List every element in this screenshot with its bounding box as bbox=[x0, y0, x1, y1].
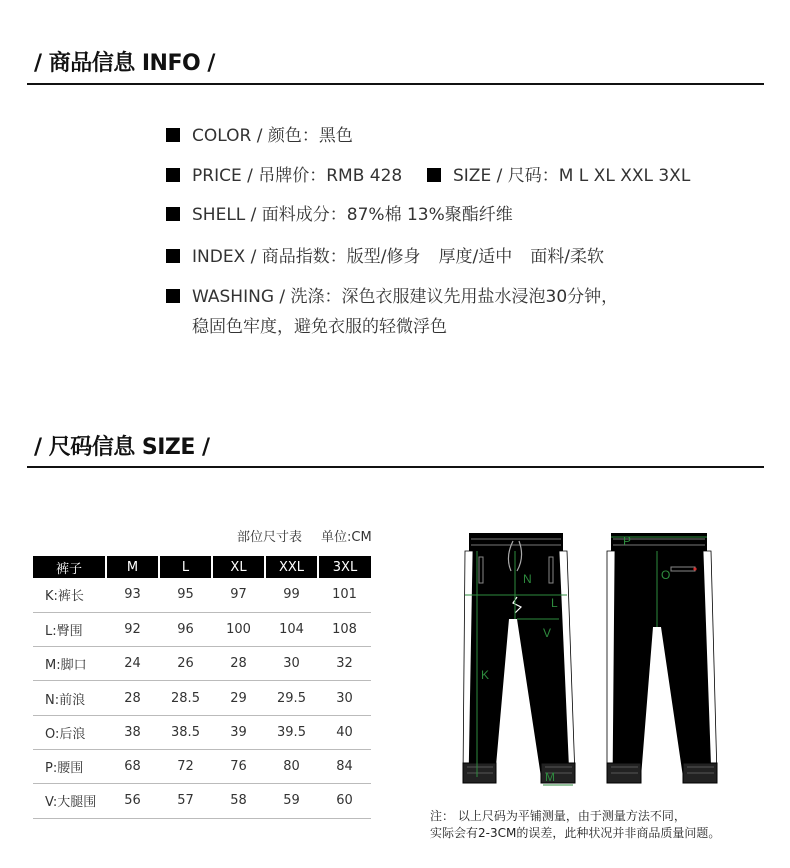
front-pants-illustration bbox=[463, 533, 575, 783]
table-cell: 97 bbox=[212, 578, 265, 612]
header-cell: XXL bbox=[265, 556, 318, 578]
row-label: L:臀围 bbox=[33, 612, 106, 646]
table-cell: 84 bbox=[318, 749, 371, 783]
info-row-color bbox=[166, 126, 353, 146]
square-bullet-icon bbox=[166, 249, 180, 263]
index-label: INDEX / 商品指数： bbox=[192, 247, 347, 267]
table-cell: 30 bbox=[265, 647, 318, 681]
marker-p: P bbox=[623, 534, 632, 548]
washing-text-line1: WASHING / 洗涤：深色衣服建议先用盐水浸泡30分钟， bbox=[192, 287, 619, 307]
info-section-title: / 商品信息 INFO / bbox=[34, 51, 215, 76]
table-cell: 108 bbox=[318, 612, 371, 646]
table-cell: 104 bbox=[265, 612, 318, 646]
price-text: PRICE / 吊牌价：RMB 428 bbox=[192, 166, 403, 186]
table-row bbox=[33, 578, 371, 612]
table-cell: 96 bbox=[159, 612, 212, 646]
header-cell: 裤子 bbox=[33, 556, 106, 578]
table-unit: 单位:CM bbox=[321, 530, 372, 545]
table-cell: 32 bbox=[318, 647, 371, 681]
row-label: O:后浪 bbox=[33, 715, 106, 749]
info-row-price bbox=[166, 166, 402, 186]
table-cell: 100 bbox=[212, 612, 265, 646]
index-fabric: 面料/柔软 bbox=[530, 247, 604, 267]
table-cell: 93 bbox=[106, 578, 159, 612]
table-cell: 76 bbox=[212, 749, 265, 783]
table-row bbox=[33, 681, 371, 715]
table-cell: 28.5 bbox=[159, 681, 212, 715]
table-cell: 39 bbox=[212, 715, 265, 749]
square-bullet-icon bbox=[166, 207, 180, 221]
table-cell: 40 bbox=[318, 715, 371, 749]
table-cell: 99 bbox=[265, 578, 318, 612]
square-bullet-icon bbox=[166, 128, 180, 142]
marker-m: M bbox=[545, 770, 555, 784]
shell-text: SHELL / 面料成分：87%棉 13%聚酯纤维 bbox=[192, 205, 513, 225]
square-bullet-icon bbox=[427, 168, 441, 182]
header-cell: L bbox=[159, 556, 212, 578]
size-text: SIZE / 尺码：M L XL XXL 3XL bbox=[453, 166, 691, 186]
table-cell: 72 bbox=[159, 749, 212, 783]
table-cell: 57 bbox=[159, 784, 212, 818]
index-fit: 版型/修身 bbox=[346, 247, 421, 267]
table-cell: 68 bbox=[106, 749, 159, 783]
size-table-header-row bbox=[33, 556, 371, 578]
pants-measurement-diagram bbox=[455, 527, 725, 792]
size-table bbox=[33, 556, 371, 819]
index-thickness: 厚度/适中 bbox=[438, 247, 513, 267]
info-row-size bbox=[427, 166, 690, 186]
row-label: N:前浪 bbox=[33, 681, 106, 715]
info-section-rule bbox=[27, 83, 764, 85]
table-cell: 29 bbox=[212, 681, 265, 715]
square-bullet-icon bbox=[166, 168, 180, 182]
header-cell: 3XL bbox=[318, 556, 371, 578]
size-section-rule bbox=[27, 466, 764, 468]
table-cell: 60 bbox=[318, 784, 371, 818]
marker-n: N bbox=[523, 572, 532, 586]
color-text: COLOR / 颜色：黑色 bbox=[192, 126, 353, 146]
measurement-note-line1: 注： 以上尺码为平铺测量，由于测量方法不同， bbox=[430, 809, 686, 823]
info-row-washing bbox=[166, 287, 618, 307]
marker-v: V bbox=[543, 626, 552, 640]
info-row-shell bbox=[166, 205, 513, 225]
table-row bbox=[33, 612, 371, 646]
marker-l: L bbox=[551, 596, 558, 610]
row-label: K:裤长 bbox=[33, 578, 106, 612]
table-row bbox=[33, 647, 371, 681]
measurement-note-line2: 实际会有2-3CM的误差，此种状况并非商品质量问题。 bbox=[430, 826, 721, 840]
info-row-index bbox=[166, 247, 604, 267]
row-label: M:脚口 bbox=[33, 647, 106, 681]
washing-text-line2: 稳固色牢度，避免衣服的轻微浮色 bbox=[192, 317, 447, 337]
header-cell: XL bbox=[212, 556, 265, 578]
marker-o: O bbox=[661, 568, 671, 582]
marker-k: K bbox=[481, 668, 490, 682]
table-cell: 28 bbox=[106, 681, 159, 715]
table-row bbox=[33, 749, 371, 783]
header-cell: M bbox=[106, 556, 159, 578]
table-cell: 38.5 bbox=[159, 715, 212, 749]
table-cell: 59 bbox=[265, 784, 318, 818]
table-cell: 92 bbox=[106, 612, 159, 646]
table-cell: 101 bbox=[318, 578, 371, 612]
table-cell: 56 bbox=[106, 784, 159, 818]
table-cell: 95 bbox=[159, 578, 212, 612]
table-cell: 29.5 bbox=[265, 681, 318, 715]
table-cell: 26 bbox=[159, 647, 212, 681]
table-cell: 38 bbox=[106, 715, 159, 749]
row-label: V:大腿围 bbox=[33, 784, 106, 818]
table-cell: 30 bbox=[318, 681, 371, 715]
table-row bbox=[33, 784, 371, 818]
table-cell: 24 bbox=[106, 647, 159, 681]
square-bullet-icon bbox=[166, 289, 180, 303]
size-section-title: / 尺码信息 SIZE / bbox=[34, 435, 210, 460]
table-cell: 39.5 bbox=[265, 715, 318, 749]
table-caption: 部位尺寸表 bbox=[237, 530, 303, 545]
table-cell: 58 bbox=[212, 784, 265, 818]
table-cell: 28 bbox=[212, 647, 265, 681]
table-cell: 80 bbox=[265, 749, 318, 783]
row-label: P:腰围 bbox=[33, 749, 106, 783]
table-row bbox=[33, 715, 371, 749]
